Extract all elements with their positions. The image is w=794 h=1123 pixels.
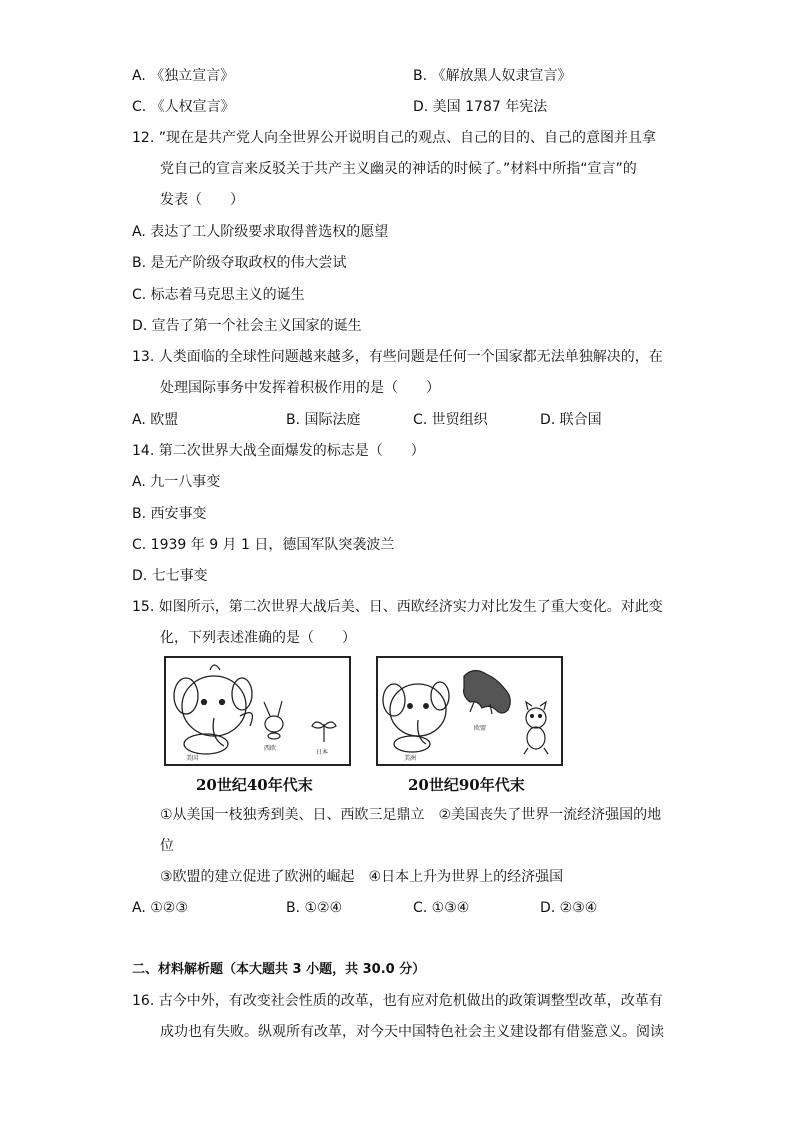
label-us-1990s: 美洲 — [404, 755, 417, 762]
q15-option-b: B. ①②④ — [286, 900, 343, 916]
q13-option-d: D. 联合国 — [540, 412, 602, 428]
q15-stem-line1: 15. 如图所示，第二次世界大战后美、日、西欧经济实力对比发生了重大变化。对此变 — [132, 599, 663, 615]
cartoon-1990s — [376, 656, 563, 766]
q12-option-a: A. 表达了工人阶级要求取得普选权的愿望 — [132, 224, 389, 240]
q11-option-c: C. 《人权宣言》 — [132, 99, 235, 115]
q15-statements-line2: 位 — [160, 838, 174, 854]
label-eu-1990s: 欧盟 — [474, 725, 487, 732]
elephant-dinosaur-cat-drawing — [378, 658, 561, 764]
q12-stem-line3: 发表（ ） — [160, 192, 244, 208]
elephant-rabbit-sprout-drawing — [166, 658, 349, 764]
q15-option-c: C. ①③④ — [413, 900, 470, 916]
q13-stem-line1: 13. 人类面临的全球性问题越来越多，有些问题是任何一个国家都无法单独解决的，在 — [132, 349, 663, 365]
q13-option-c: C. 世贸组织 — [413, 412, 488, 428]
q11-option-b: B. 《解放黑人奴隶宣言》 — [413, 68, 572, 84]
q12-option-d: D. 宣告了第一个社会主义国家的诞生 — [132, 318, 362, 334]
q11-option-a: A. 《独立宣言》 — [132, 68, 235, 84]
q15-stem-line2: 化，下列表述准确的是（ ） — [160, 630, 356, 646]
section-heading: 二、材料解析题（本大题共 3 小题，共 30.0 分） — [132, 962, 426, 977]
q13-option-b: B. 国际法庭 — [286, 412, 361, 428]
caption-1940s: 20世纪40年代末 — [196, 776, 313, 794]
q14-option-d: D. 七七事变 — [132, 568, 208, 584]
q14-option-b: B. 西安事变 — [132, 506, 207, 522]
label-jp-1940s: 日本 — [316, 749, 329, 756]
label-us-1940s: 美国 — [186, 755, 199, 762]
label-eu-1940s: 西欧 — [264, 745, 277, 752]
caption-1990s: 20世纪90年代末 — [408, 776, 525, 794]
q12-stem-line2: 党自己的宣言来反驳关于共产主义幽灵的神话的时候了。”材料中所指“宣言”的 — [160, 161, 637, 177]
q14-option-a: A. 九一八事变 — [132, 474, 221, 490]
q16-stem-line1: 16. 古今中外，有改变社会性质的改革，也有应对危机做出的政策调整型改革，改革有 — [132, 993, 663, 1009]
q12-option-c: C. 标志着马克思主义的诞生 — [132, 287, 305, 303]
cartoon-1940s — [164, 656, 351, 766]
q15-statements-line1: ①从美国一枝独秀到美、日、西欧三足鼎立 ②美国丧失了世界一流经济强国的地 — [160, 807, 662, 823]
q15-option-d: D. ②③④ — [540, 900, 598, 916]
q12-option-b: B. 是无产阶级夺取政权的伟大尝试 — [132, 255, 347, 271]
q16-stem-line2: 成功也有失败。纵观所有改革，对今天中国特色社会主义建设都有借鉴意义。阅读 — [160, 1024, 664, 1040]
q13-stem-line2: 处理国际事务中发挥着积极作用的是（ ） — [160, 380, 440, 396]
q14-stem: 14. 第二次世界大战全面爆发的标志是（ ） — [132, 443, 425, 459]
q11-option-d: D. 美国 1787 年宪法 — [413, 99, 548, 115]
q15-statements-line3: ③欧盟的建立促进了欧洲的崛起 ④日本上升为世界上的经济强国 — [160, 869, 564, 885]
q12-stem-line1: 12. ”现在是共产党人向全世界公开说明自己的观点、自己的目的、自己的意图并且拿 — [132, 130, 656, 146]
q13-option-a: A. 欧盟 — [132, 412, 179, 428]
q14-option-c: C. 1939 年 9 月 1 日，德国军队突袭波兰 — [132, 537, 395, 553]
q15-option-a: A. ①②③ — [132, 900, 188, 916]
